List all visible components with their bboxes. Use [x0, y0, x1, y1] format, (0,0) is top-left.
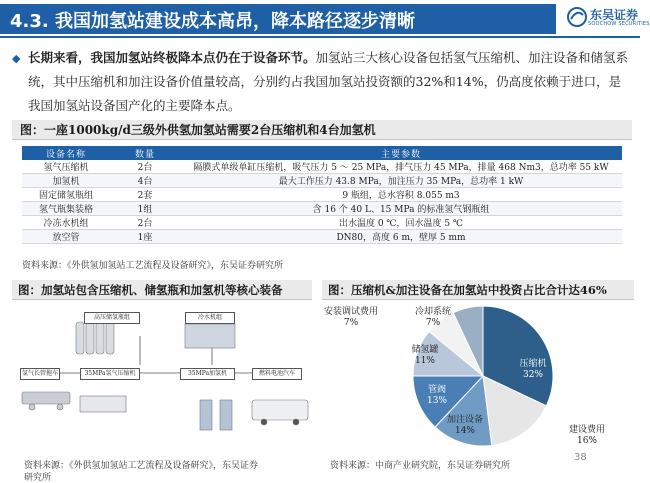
table-cell: 1组 — [110, 202, 180, 216]
station-diagram — [20, 310, 310, 445]
vehicle-box: 燃料电池汽车 — [252, 368, 302, 380]
table-cell: 2套 — [110, 188, 180, 202]
figure2-source-cont: 研究所 — [24, 473, 52, 483]
pie-slice-value: 13% — [426, 396, 448, 406]
brand-mark-icon — [566, 6, 588, 28]
column-header: 数量 — [110, 146, 180, 160]
table-row — [22, 160, 622, 174]
table-cell: 出水温度 0 ℃，回水温度 5 ℃ — [180, 216, 622, 230]
tube-trailer-icon — [22, 392, 70, 410]
figure2-caption: 图：加氢站包含压缩机、储氢瓶和加氢机等核心装备 — [12, 280, 312, 300]
table-cell: 放空管 — [22, 230, 110, 244]
pie-slice-value: 32% — [522, 370, 544, 380]
table-cell: DN80，高度 6 m，壁厚 5 mm — [180, 230, 622, 244]
pie-slice-label: 加注设备 — [446, 415, 484, 425]
pie-slice-label: 安装调试费用 — [323, 307, 379, 317]
table-cell: 隔膜式单级单缸压缩机，吸气压力 5 ～ 25 MPa，排气压力 45 MPa，排量 468 Nm3，总功率 55 kW — [180, 160, 622, 174]
equipment-table — [22, 146, 622, 244]
pie-svg — [325, 300, 635, 450]
table-cell: 加氢机 — [22, 174, 110, 188]
chiller-box: 冷水机组 — [185, 312, 235, 324]
pie-slice-value: 16% — [576, 436, 598, 446]
investment-pie-chart — [325, 300, 635, 450]
summary-text: 加氢站三大核心设备包括氢气压缩机、加注设备和储氢系统，其中压缩机和加注设备价值量较高，分别约占我国加氢站投资额的32%和14%，仍高度依赖于进口，是我国加氢站设备国产化的主要降本点。 — [28, 50, 629, 113]
fuel-cell-bus-icon — [252, 400, 308, 425]
pie-slice-label: 压缩机 — [519, 359, 547, 369]
page-title: 4.3. 我国加氢站建设成本高昂，降本路径逐步清晰 — [10, 11, 415, 32]
pie-slice-label: 管阀 — [427, 385, 447, 395]
table-cell: 氢气瓶集装格 — [22, 202, 110, 216]
column-header: 主要参数 — [180, 146, 622, 160]
title-bar — [0, 4, 556, 34]
storage-tank-icon — [76, 322, 114, 354]
compressor-unit-icon — [80, 396, 126, 412]
storage-box: 高压储氢瓶组 — [84, 312, 140, 324]
brand-subtitle: SOOCHOW SECURITIES — [588, 21, 650, 27]
pie-slice-value: 7% — [343, 318, 359, 328]
table-row — [22, 216, 622, 230]
table-row — [22, 188, 622, 202]
table-cell: 含 16 个 40 L、15 MPa 的标准氢气钢瓶组 — [180, 202, 622, 216]
table-cell: 4台 — [110, 174, 180, 188]
table-cell: 冷冻水机组 — [22, 216, 110, 230]
pie-slice-label: 建设费用 — [568, 425, 606, 435]
chiller-unit-icon — [185, 324, 235, 348]
diamond-bullet-icon: ◆ — [12, 52, 21, 65]
brand-logo — [566, 6, 650, 32]
figure3-caption: 图：压缩机&加注设备在加氢站中投资占比合计达46% — [322, 280, 634, 300]
table-cell: 9 瓶组，总水容积 8.055 m3 — [180, 188, 622, 202]
table-cell: 2台 — [110, 216, 180, 230]
table-cell: 1座 — [110, 230, 180, 244]
figure2-source: 资料来源：《外供氢加氢站工艺流程及设备研究》，东吴证券 — [24, 461, 259, 471]
figure1-caption: 图：一座1000kg/d三级外供氢加氢站需要2台压缩机和4台加氢机 — [12, 120, 632, 140]
dispenser-icon — [200, 400, 232, 430]
slide-header — [0, 0, 650, 38]
table-row — [22, 202, 622, 216]
compressor-box: 35MPa氢气压缩机 — [80, 368, 140, 380]
pie-slice-value: 14% — [454, 426, 476, 436]
table-cell: 最大工作压力 43.8 MPa，加注压力 35 MPa，总功率 1 kW — [180, 174, 622, 188]
trailer-box: 氢气长管拖车 — [20, 368, 60, 380]
header-divider — [0, 36, 640, 38]
table-cell: 2台 — [110, 160, 180, 174]
table-row — [22, 230, 622, 244]
table-cell: 氢气压缩机 — [22, 160, 110, 174]
pie-slice-label: 储氢罐 — [411, 345, 439, 355]
summary-lead: 长期来看，我国加氢站终极降本点仍在于设备环节。 — [28, 50, 316, 65]
table-row — [22, 174, 622, 188]
figure1-source: 资料来源：《外供氢加氢站工艺流程及设备研究》，东吴证券研究所 — [22, 261, 284, 271]
pie-slice-value: 7% — [425, 318, 441, 328]
figure3-source: 资料来源：中商产业研究院，东吴证券研究所 — [330, 461, 511, 471]
page-number: 38 — [574, 452, 587, 463]
table-header-row — [22, 146, 622, 160]
pie-slice-label: 冷却系统 — [414, 307, 452, 317]
dispenser-box: 35MPa加氢机 — [180, 368, 235, 380]
table-cell: 固定储氢瓶组 — [22, 188, 110, 202]
pie-slice-value: 11% — [414, 356, 436, 366]
column-header: 设备名称 — [22, 146, 110, 160]
brand-name: 东吴证券 — [590, 8, 639, 22]
summary-paragraph — [28, 46, 632, 118]
